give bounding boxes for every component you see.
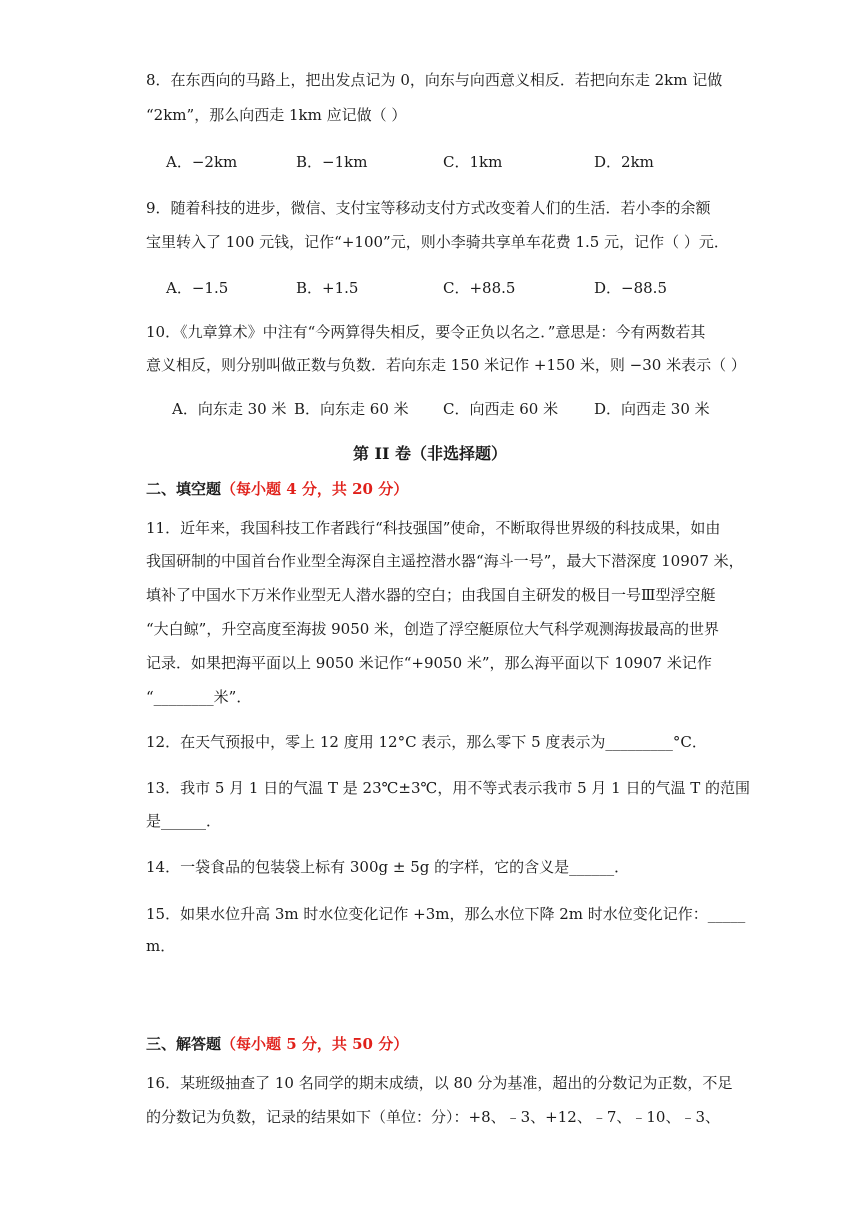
q9-line1: 9．随着科技的进步，微信、支付宝等移动支付方式改变着人们的生活．若小李的余额	[146, 199, 711, 217]
q9-option-a[interactable]: A．−1.5	[166, 279, 229, 297]
q8-line1: 8．在东西向的马路上，把出发点记为 0，向东与向西意义相反．若把向东走 2km 记做	[146, 71, 723, 89]
q13-line2: 是______．	[146, 812, 222, 830]
volume2-title: 第 II 卷（非选择题）	[352, 444, 508, 463]
section2-heading	[146, 478, 408, 499]
q8-option-c[interactable]: C．1km	[443, 153, 503, 171]
q8-option-d[interactable]: D．2km	[594, 153, 654, 171]
q12-line1: 12．在天气预报中，零上 12 度用 12°C 表示，那么零下 5 度表示为_________°C．	[146, 733, 707, 751]
q9-option-c[interactable]: C．+88.5	[443, 279, 516, 297]
q8-option-a[interactable]: A．−2km	[166, 153, 238, 171]
section2-note: （每小题 4 分，共 20 分）	[221, 480, 409, 498]
q10-option-d[interactable]: D．向西走 30 米	[594, 400, 710, 418]
q8-line2: “2km”，那么向西走 1km 应记做（ ）	[146, 106, 407, 124]
q16-line2: 的分数记为负数，记录的结果如下（单位：分）：+8、﹣3、+12、﹣7、﹣10、﹣3、	[146, 1108, 720, 1126]
q9-option-b[interactable]: B．+1.5	[296, 279, 359, 297]
q11-line4: “大白鲸”，升空高度至海拔 9050 米，创造了浮空艇原位大气科学观测海拔最高的世界	[146, 620, 720, 638]
q11-line6: “________米”．	[146, 688, 252, 706]
q11-line3: 填补了中国水下万米作业型无人潜水器的空白；由我国自主研发的极目一号Ⅲ型浮空艇	[146, 586, 716, 604]
q11-line5: 记录．如果把海平面以上 9050 米记作“+9050 米”，那么海平面以下 10907 米记作	[146, 654, 712, 672]
section2-title: 二、填空题	[146, 480, 222, 498]
q9-option-d[interactable]: D．−88.5	[594, 279, 667, 297]
q9-line2: 宝里转入了 100 元钱，记作“+100”元，则小李骑共享单车花费 1.5 元，记作（ ）元．	[146, 233, 729, 251]
q11-line2: 我国研制的中国首台作业型全海深自主遥控潜水器“海斗一号”，最大下潜深度 10907 米，	[146, 552, 744, 570]
q13-line1: 13．我市 5 月 1 日的气温 T 是 23℃±3℃，用不等式表示我市 5 月 1 日的气温 T 的范围	[146, 779, 751, 797]
q14-line1: 14．一袋食品的包装袋上标有 300g ± 5g 的字样，它的含义是______．	[146, 858, 630, 876]
section3-note: （每小题 5 分，共 50 分）	[221, 1035, 409, 1053]
q10-line2: 意义相反，则分别叫做正数与负数．若向东走 150 米记作 +150 米，则 −30 米表示（ ）	[146, 356, 746, 374]
q15-line1: 15．如果水位升高 3m 时水位变化记作 +3m，那么水位下降 2m 时水位变化记作：_____	[146, 905, 746, 923]
q10-option-c[interactable]: C．向西走 60 米	[443, 400, 559, 418]
q10-line1: 10．《九章算术》中注有“今两算得失相反，要令正负以名之．”意思是：今有两数若其	[146, 323, 706, 341]
q10-option-a[interactable]: A．向东走 30 米	[172, 400, 287, 418]
q16-line1: 16．某班级抽查了 10 名同学的期末成绩，以 80 分为基准，超出的分数记为正数，不足	[146, 1074, 733, 1092]
q8-option-b[interactable]: B．−1km	[296, 153, 368, 171]
q10-option-b[interactable]: B．向东走 60 米	[294, 400, 409, 418]
section3-heading	[146, 1033, 408, 1054]
q15-line2: m．	[146, 937, 176, 955]
q11-line1: 11．近年来，我国科技工作者践行“科技强国”使命，不断取得世界级的科技成果，如由	[146, 519, 721, 537]
section3-title: 三、解答题	[146, 1035, 222, 1053]
